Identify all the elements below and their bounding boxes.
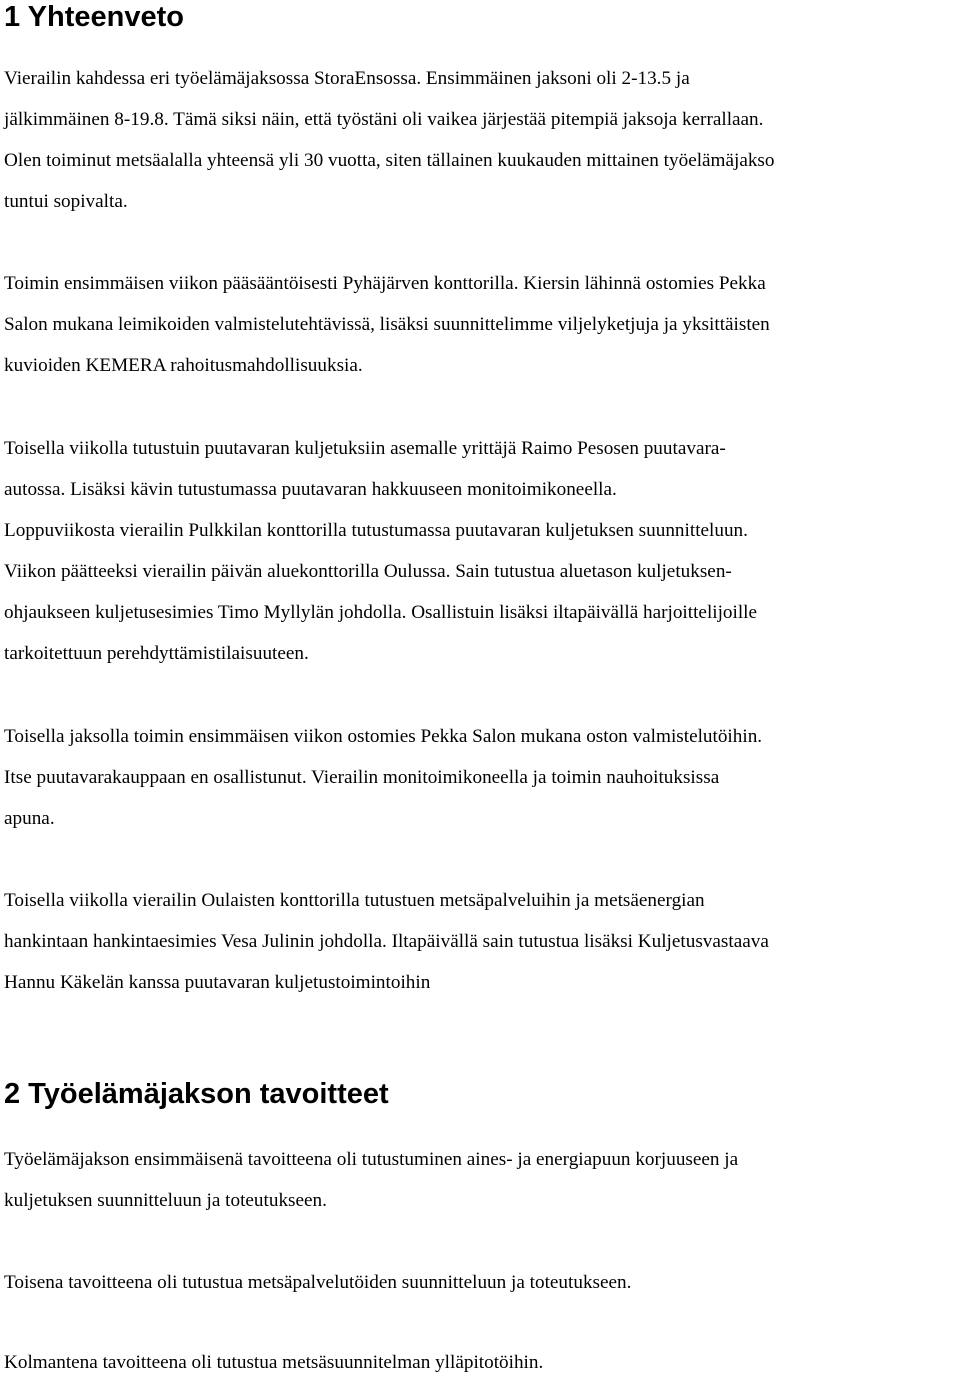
text-line: Toisella jaksolla toimin ensimmäisen viikon ostomies Pekka Salon mukana oston valmistelutöihin.: [4, 726, 763, 747]
paragraph-goal-1: [4, 1139, 956, 1221]
paragraph-goal-3: [4, 1342, 956, 1383]
text-line: apuna.: [4, 808, 55, 829]
text-line: ohjaukseen kuljetusesimies Timo Myllylän johdolla. Osallistuin lisäksi iltapäivällä harjoittelijoille: [4, 602, 758, 623]
section-heading-summary: 1 Yhteenveto: [4, 1, 184, 33]
paragraph-intro: [4, 58, 956, 222]
text-line: jälkimmäinen 8-19.8. Tämä siksi näin, että työstäni oli vaikea järjestää pitempiä jaksoja kerrallaan.: [4, 109, 764, 130]
text-line: Kolmantena tavoitteena oli tutustua metsäsuunnitelman ylläpitotöihin.: [4, 1352, 544, 1373]
text-line: Salon mukana leimikoiden valmistelutehtävissä, lisäksi suunnittelimme viljelyketjuja ja yksittäisten: [4, 314, 770, 335]
text-line: Hannu Käkelän kanssa puutavaran kuljetustoimintoihin: [4, 972, 431, 993]
text-line: kuvioiden KEMERA rahoitusmahdollisuuksia.: [4, 355, 363, 376]
paragraph-second-week: [4, 428, 956, 674]
text-line: tuntui sopivalta.: [4, 191, 128, 212]
text-line: Viikon päätteeksi vierailin päivän aluekonttorilla Oulussa. Sain tutustua aluetason kuljetuksen-: [4, 561, 732, 582]
section-heading-goals: 2 Työelämäjakson tavoitteet: [4, 1078, 389, 1110]
text-line: Toisella viikolla tutustuin puutavaran kuljetuksiin asemalle yrittäjä Raimo Pesosen puutavara-: [4, 438, 726, 459]
text-line: autossa. Lisäksi kävin tutustumassa puutavaran hakkuuseen monitoimikoneella.: [4, 479, 617, 500]
text-line: Olen toiminut metsäalalla yhteensä yli 30 vuotta, siten tällainen kuukauden mittainen työelämäjakso: [4, 150, 775, 171]
text-line: tarkoitettuun perehdyttämistilaisuuteen.: [4, 643, 309, 664]
paragraph-goal-2: [4, 1262, 956, 1303]
text-line: Toisella viikolla vierailin Oulaisten konttorilla tutustuen metsäpalveluihin ja metsäenergian: [4, 890, 705, 911]
text-line: kuljetuksen suunnitteluun ja toteutukseen.: [4, 1190, 327, 1211]
text-line: Itse puutavarakauppaan en osallistunut. Vierailin monitoimikoneella ja toimin nauhoituksissa: [4, 767, 720, 788]
text-line: Loppuviikosta vierailin Pulkkilan konttorilla tutustumassa puutavaran kuljetuksen suunnitteluun.: [4, 520, 748, 541]
text-line: Vierailin kahdessa eri työelämäjaksossa StoraEnsossa. Ensimmäinen jaksoni oli 2-13.5 ja: [4, 68, 690, 89]
paragraph-second-period: [4, 716, 956, 839]
paragraph-second-period-week2: [4, 880, 956, 1003]
text-line: Toimin ensimmäisen viikon pääsääntöisesti Pyhäjärven konttorilla. Kiersin lähinnä ostomies Pekka: [4, 273, 766, 294]
paragraph-first-week: [4, 263, 956, 386]
text-line: Toisena tavoitteena oli tutustua metsäpalvelutöiden suunnitteluun ja toteutukseen.: [4, 1272, 632, 1293]
text-line: hankintaan hankintaesimies Vesa Julinin johdolla. Iltapäivällä sain tutustua lisäksi Kuljetusvastaava: [4, 931, 769, 952]
text-line: Työelämäjakson ensimmäisenä tavoitteena oli tutustuminen aines- ja energiapuun korjuuseen ja: [4, 1149, 739, 1170]
